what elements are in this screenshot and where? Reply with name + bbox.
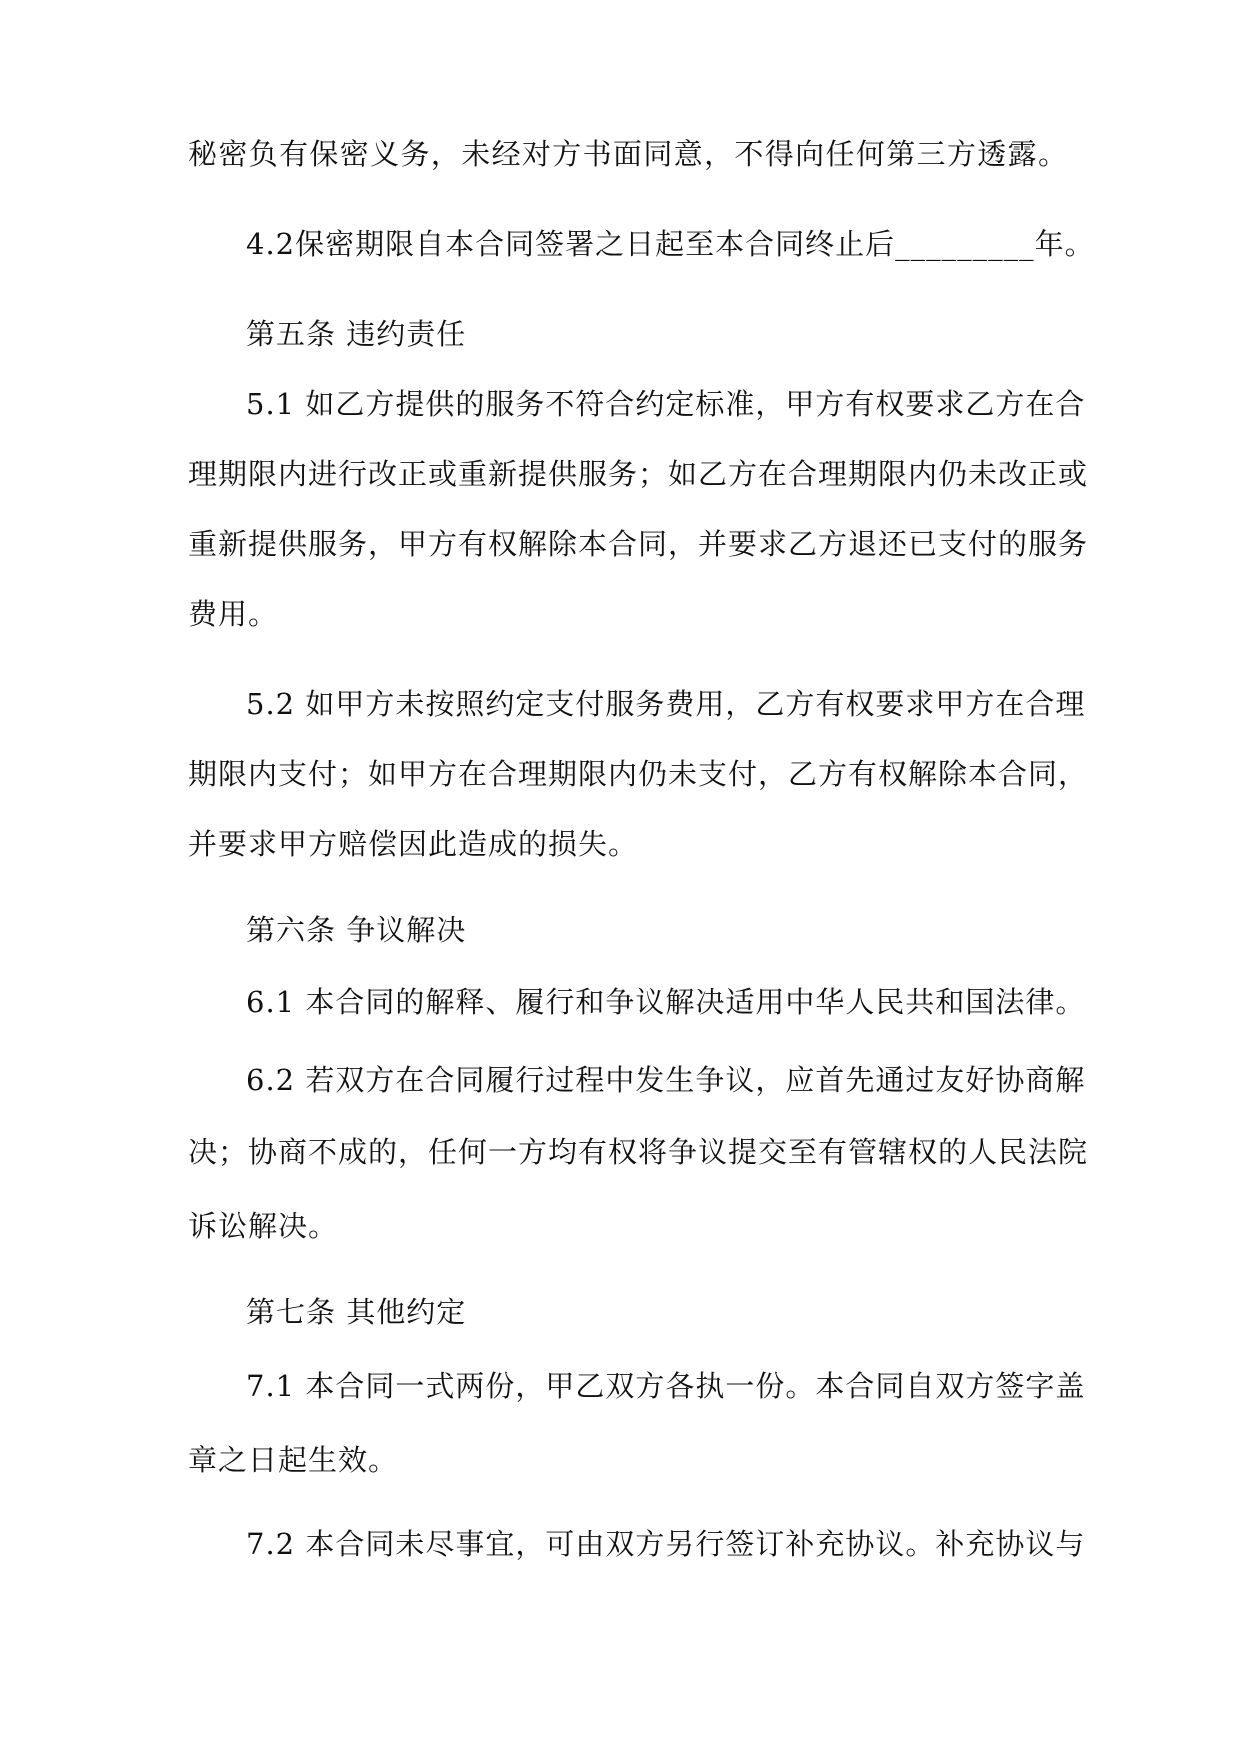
text-line: 诉讼解决。 bbox=[188, 1209, 339, 1243]
text-line: 5.2 如甲方未按照约定支付服务费用，乙方有权要求甲方在合理 bbox=[246, 687, 1086, 721]
text-line: 秘密负有保密义务，未经对方书面同意，不得向任何第三方透露。 bbox=[188, 137, 1068, 171]
text-line: 6.1 本合同的解释、履行和争议解决适用中华人民共和国法律。 bbox=[246, 985, 1086, 1019]
text-line: 4.2保密期限自本合同签署之日起至本合同终止后_________年。 bbox=[246, 227, 1095, 261]
text-line: 6.2 若双方在合同履行过程中发生争议，应首先通过友好协商解 bbox=[246, 1063, 1086, 1097]
section-heading: 第七条 其他约定 bbox=[246, 1295, 467, 1329]
section-heading: 第六条 争议解决 bbox=[246, 913, 467, 947]
text-line: 理期限内进行改正或重新提供服务；如乙方在合理期限内仍未改正或 bbox=[188, 457, 1089, 491]
section-heading: 第五条 违约责任 bbox=[246, 317, 467, 351]
text-line: 章之日起生效。 bbox=[188, 1443, 399, 1477]
text-line: 决；协商不成的，任何一方均有权将争议提交至有管辖权的人民法院 bbox=[188, 1135, 1089, 1169]
text-line: 5.1 如乙方提供的服务不符合约定标准，甲方有权要求乙方在合 bbox=[246, 387, 1086, 421]
text-line: 7.1 本合同一式两份，甲乙双方各执一份。本合同自双方签字盖 bbox=[246, 1369, 1086, 1403]
text-line: 重新提供服务，甲方有权解除本合同，并要求乙方退还已支付的服务 bbox=[188, 527, 1089, 561]
text-line: 7.2 本合同未尽事宜，可由双方另行签订补充协议。补充协议与 bbox=[246, 1527, 1086, 1561]
text-line: 期限内支付；如甲方在合理期限内仍未支付，乙方有权解除本合同， bbox=[188, 757, 1089, 791]
text-line: 费用。 bbox=[188, 597, 279, 631]
text-line: 并要求甲方赔偿因此造成的损失。 bbox=[188, 827, 639, 861]
